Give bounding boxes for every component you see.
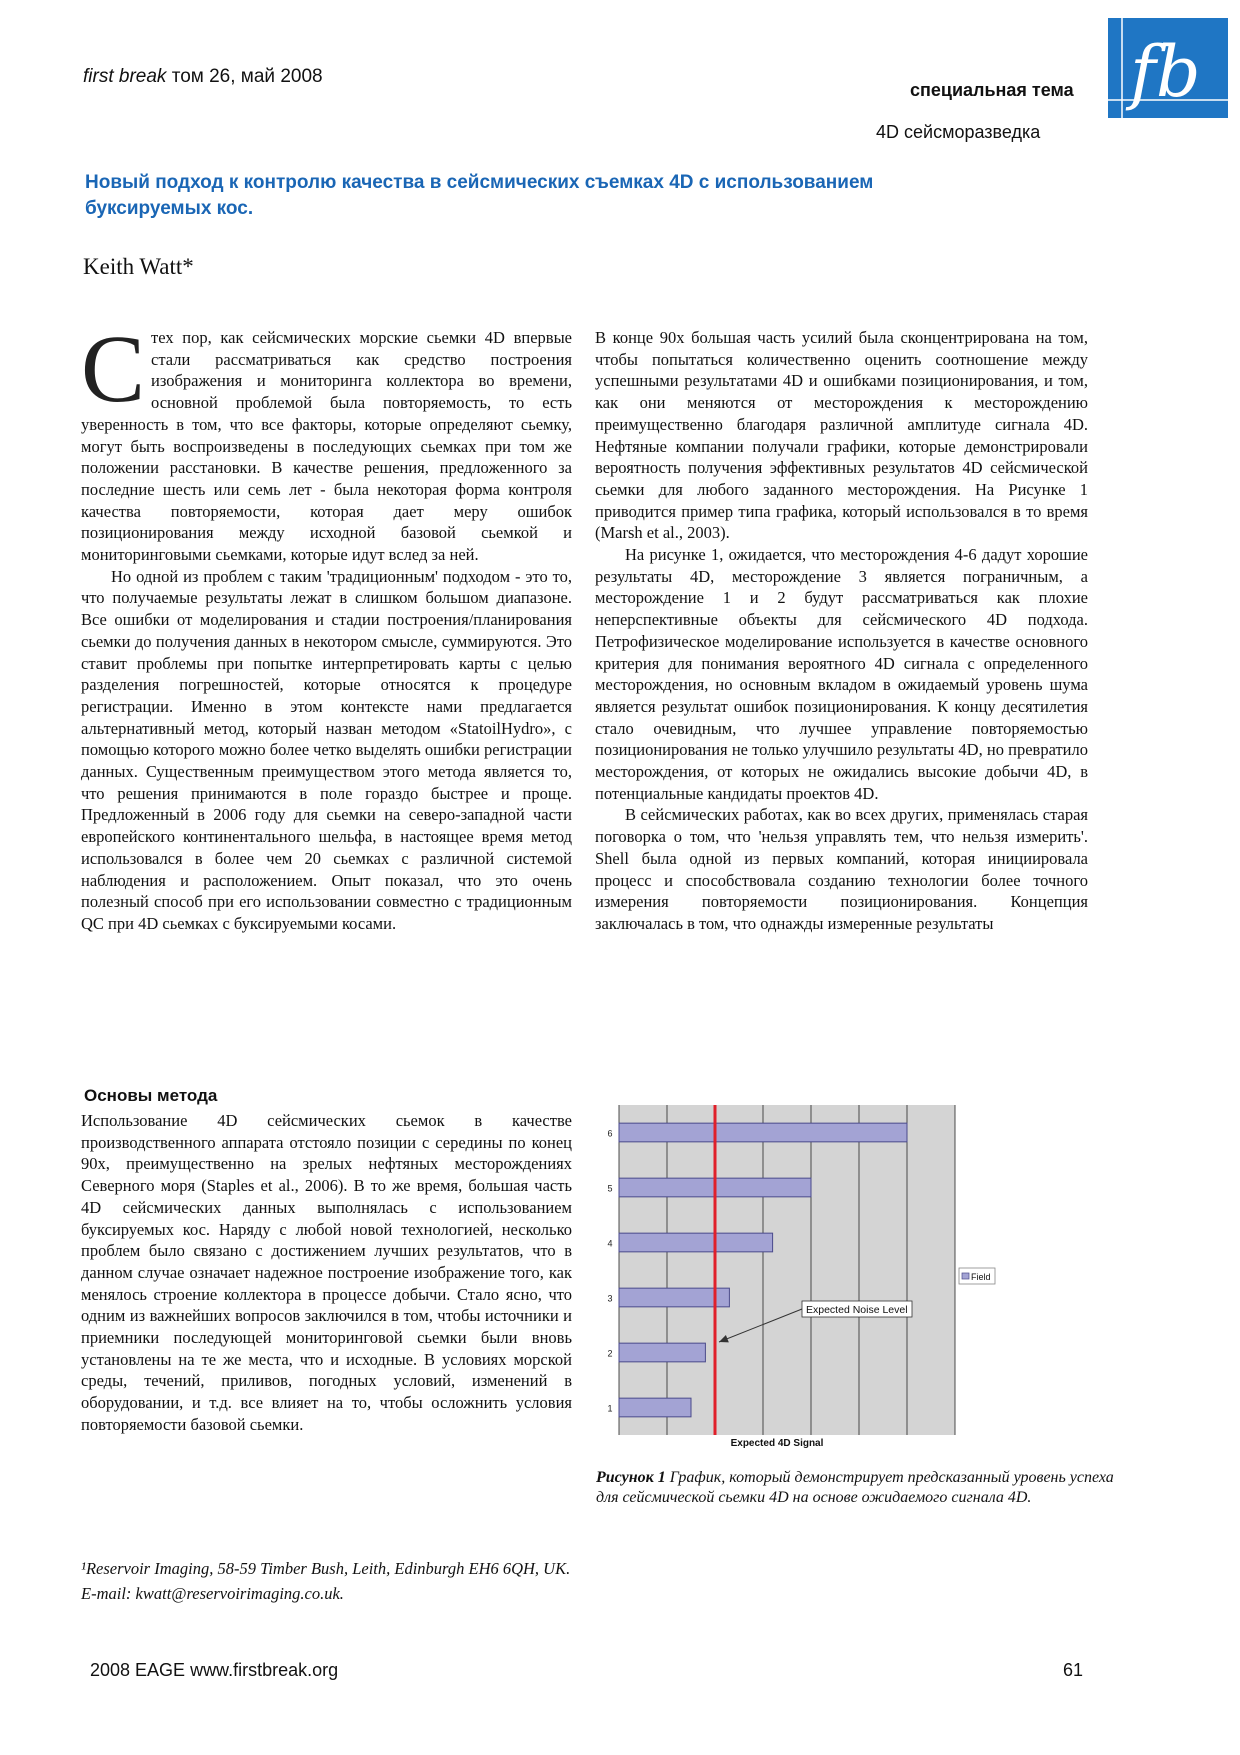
section-label: специальная тема xyxy=(910,80,1074,100)
category-tick-label: 2 xyxy=(607,1348,613,1359)
bar-chart xyxy=(597,1105,997,1465)
plot-area xyxy=(619,1105,955,1435)
author-address: ¹Reservoir Imaging, 58-59 Timber Bush, Leith, Edinburgh EH6 6QH, UK. xyxy=(81,1559,571,1578)
issue-info: том 26, май 2008 xyxy=(171,66,323,87)
noise-callout-label: Expected Noise Level xyxy=(806,1304,908,1316)
bar-field-3 xyxy=(619,1288,729,1307)
paragraph-figure-discussion: На рисунке 1, ожидается, что месторождения 4-6 дадут хорошие результаты 4D, месторождение 3 является пограничным, а месторождение 1 и 2 будут рассматриваться как плохие неперспективные объекты для сейсмического 4D подхода. Петрофизическое моделирование используется в качестве основного критерия для понимания вероятного 4D сигнала с определенного месторождения, но основным вкладом в ожидаемый уровень шума является результат ошибок позиционирования. К концу десятилетия стало очевидным, что лучшее управление повторяемостью позиционирования не только улучшило результаты 4D, но превратило месторождения, от которых не ожидались высокие добычи 4D, в потенциальные кандидаты проектов 4D. xyxy=(595,545,1088,803)
logo-text: fb xyxy=(1130,31,1201,113)
chart-legend xyxy=(959,1268,995,1284)
article-title: Новый подход к контролю качества в сейсмических съемках 4D с использованием буксируемых кос. xyxy=(85,172,874,219)
page-number: 61 xyxy=(1063,1660,1084,1680)
paragraph-late-90s: В конце 90х большая часть усилий была сконцентрирована на том, чтобы попытаться количественно оценить соотношение между успешными результатами 4D и ошибками позиционирования, и том, как они меняются от месторождения к месторождению преимущественно благодаря различной амплитуде сигнала 4D. Нефтяные компании получали графики, которые демонстрировали вероятность получения эффективных результатов 4D сейсмической сьемки для любого заданного месторождения. На Рисунке 1 приводится пример типа графика, который использовался в то время (Marsh et al., 2003). xyxy=(595,328,1088,543)
paragraph-intro-text: тех пор, как сейсмических морские сьемки 4D впервые стали рассматриваться как средство построения изображения и мониторинга коллектора во времени, основной проблемой была повторяемость, то есть уверенность в том, что все факторы, которые определяют сьемку, могут быть воспроизведены в последующих сьемках при том же положении расстановки. В качестве решения, предложенного за последние шесть или семь лет - была некоторая форма контроля качества повторяемости, которая дает меру ошибок позиционирования между исходной базовой сьемкой и мониторинговыми сьемками, которые идут вслед за ней. xyxy=(81,328,572,565)
caption-label: Рисунок 1 xyxy=(596,1469,666,1486)
journal-name: first break xyxy=(83,66,167,87)
fb-logo xyxy=(1108,18,1228,118)
paragraph-problem: Но одной из проблем с таким 'традиционным' подходом - это то, что получаемые результаты лежат в слишком большом диапазоне. Все ошибки от моделирования и стадии построения/планирования сьемки до получения данных в некотором смысле, суммируются. Это ставит проблемы при попытке интерпретировать карты с целью разделения погрешностей, которые относятся к процедуре регистрации. Именно в этом контексте нами предлагается альтернативный метод, который назван методом «StatoilHydro», с помощью которого можно более четко выделять ошибки регистрации данных. Существенным преимуществом этого метода является то, что решения принимаются в поле гораздо быстрее и проще. Предложенный в 2006 году для сьемки на северо-западной части европейского континентального шельфа, в настоящее время метод использовался в более чем 20 сьемках с различной системой наблюдения и расположением. Опыт показал, что это очень полезный способ при его использовании совместно с традиционным QC при 4D сьемках с буксируемыми косами. xyxy=(81,566,572,933)
left-column xyxy=(81,315,572,935)
section-heading-basics: Основы метода xyxy=(84,1086,218,1105)
bar-field-1 xyxy=(619,1398,691,1417)
footer-publisher: 2008 EAGE www.firstbreak.org xyxy=(90,1660,339,1680)
paragraph-intro xyxy=(81,315,572,566)
paragraph-basics: Использование 4D сейсмических сьемок в качестве производственного аппарата отстояло позиции с середины по конец 90х, преимущественно на зрелых нефтяных месторождениях Северного моря (Staples et al., 2006). В то же время, большая часть 4D сейсмических данных выполнялась с использованием буксируемых кос. Наряду с любой новой технологией, несколько проблем было связано с достижением лучших результатов, что в данном случае означает надежное построение изображение того, как менялось строение коллектора в процессе добычи. Стало ясно, что одним из важнейших вопросов заключился в том, чтобы источники и приемники последующей мониторинговой сьемки были вновь установлены на те же места, что и исходные. В условиях морской среды, течений, приливов, погодных условий, изменений в оборудовании, и т.д. все влияет на то, чтобы осложнить условия повторяемости базовой сьемки. xyxy=(81,1111,572,1434)
x-axis-label: Expected 4D Signal xyxy=(730,1438,824,1449)
subsection-label: 4D сейсморазведка xyxy=(876,122,1041,142)
journal-issue-line xyxy=(83,66,323,88)
paragraph-shell: В сейсмических работах, как во всех других, применялась старая поговорка о том, что 'нельзя управлять тем, что нельзя измерить'. Shell была одной из первых компаний, которая инициировала процесс и способствовала созданию технологии более точного измерения повторяемости позиционирования. Концепция заключалась в том, что однажды измеренные результаты xyxy=(595,805,1088,933)
figure-caption xyxy=(596,1468,1116,1508)
article-author: Keith Watt* xyxy=(83,254,194,279)
basics-column xyxy=(81,1110,572,1436)
category-tick-label: 1 xyxy=(607,1403,613,1414)
right-column xyxy=(595,327,1088,935)
bar-field-2 xyxy=(619,1343,705,1362)
category-ticks xyxy=(607,1129,612,1414)
category-tick-label: 4 xyxy=(607,1238,613,1249)
legend-swatch xyxy=(962,1273,969,1279)
caption-text: График, который демонстрирует предсказанный уровень успеха для сейсмической сьемки 4D на основе ожидаемого сигнала 4D. xyxy=(596,1469,1114,1506)
bar-field-6 xyxy=(619,1123,907,1142)
bar-field-4 xyxy=(619,1233,773,1252)
category-tick-label: 5 xyxy=(607,1183,613,1194)
figure-1-chart xyxy=(597,1105,997,1465)
author-footnote xyxy=(81,1556,570,1606)
category-tick-label: 6 xyxy=(607,1128,613,1139)
category-tick-label: 3 xyxy=(607,1293,613,1304)
legend-label: Field xyxy=(971,1272,991,1282)
author-email: E-mail: kwatt@reservoirimaging.co.uk. xyxy=(81,1584,344,1603)
drop-cap: С xyxy=(81,315,146,422)
